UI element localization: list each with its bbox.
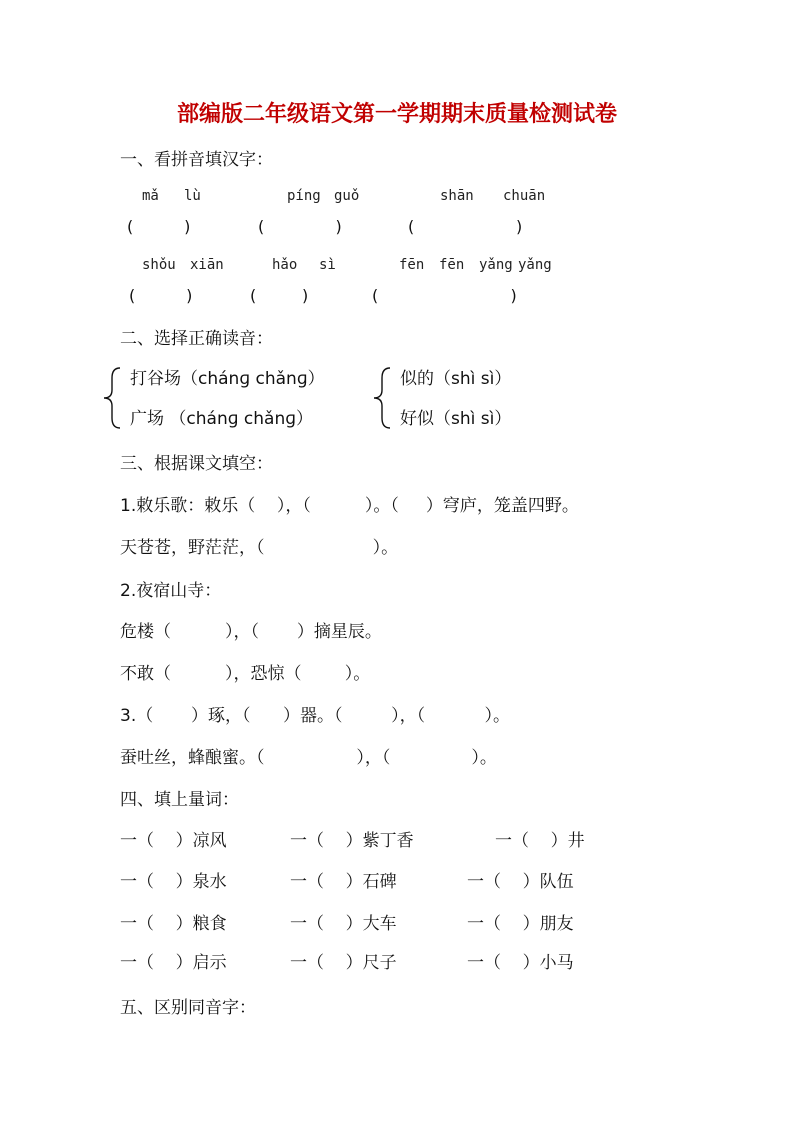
pinyin-yang-2: yǎng [518,257,552,273]
pinyin-lu: lù [184,188,201,204]
answer-blank[interactable]: ( ) [408,217,523,236]
measure-word-item[interactable]: 一（ ）启示 [120,953,227,973]
pinyin-guo: guǒ [334,188,360,204]
section-3-heading: 三、根据课文填空： [120,454,273,474]
fill-line[interactable]: 1.敕乐歌：敕乐（ ），（ ）。（ ）穹庐，笼盖四野。 [120,496,579,516]
measure-word-item[interactable]: 一（ ）小马 [467,953,574,973]
section-2-heading: 二、选择正确读音： [120,329,273,349]
pinyin-fen-1: fēn [399,257,425,273]
section-4-heading: 四、填上量词： [120,790,239,810]
pinyin-shan: shān [440,188,474,204]
measure-word-item[interactable]: 一（ ）井 [495,831,585,851]
answer-blank[interactable]: ( ) [127,217,191,236]
pinyin-hao: hǎo [272,257,298,273]
answer-blank[interactable]: ( ) [250,286,309,305]
section-1-heading: 一、看拼音填汉字： [120,150,273,170]
choice-guang-chang[interactable]: 广场 （chánɡ chǎnɡ） [130,409,314,429]
measure-word-item[interactable]: 一（ ）朋友 [467,914,574,934]
choice-si-de[interactable]: 似的（shì sì） [400,369,512,389]
measure-word-item[interactable]: 一（ ）泉水 [120,872,227,892]
pinyin-chuan: chuān [503,188,546,204]
measure-word-item[interactable]: 一（ ）凉风 [120,831,227,851]
pinyin-ma: mǎ [142,188,159,204]
measure-word-item[interactable]: 一（ ）粮食 [120,914,227,934]
fill-line[interactable]: 3.（ ）琢，（ ）器。（ ），（ ）。 [120,706,511,726]
subsection-title: 2.夜宿山寺： [120,581,222,601]
pinyin-shou: shǒu [142,257,176,273]
measure-word-item[interactable]: 一（ ）紫丁香 [290,831,414,851]
section-5-heading: 五、区别同音字： [120,998,256,1018]
measure-word-item[interactable]: 一（ ）队伍 [467,872,574,892]
page-title: 部编版二年级语文第一学期期末质量检测试卷 [176,102,617,127]
fill-line[interactable]: 蚕吐丝，蜂酿蜜。（ ），（ ）。 [120,748,497,768]
choice-dagu-chang[interactable]: 打谷场（chánɡ chǎnɡ） [130,369,325,389]
measure-word-item[interactable]: 一（ ）大车 [290,914,397,934]
fill-line[interactable]: 危楼（ ），（ ）摘星辰。 [120,622,382,642]
answer-blank[interactable]: ( ) [258,217,342,236]
pinyin-yang-1: yǎng [479,257,513,273]
left-brace-icon [370,366,396,430]
pinyin-si: sì [319,257,336,273]
fill-line[interactable]: 天苍苍，野茫茫，（ ）。 [120,538,399,558]
pinyin-ping: píng [287,188,321,204]
answer-blank[interactable]: ( ) [129,286,193,305]
measure-word-item[interactable]: 一（ ）尺子 [290,953,397,973]
left-brace-icon [100,366,126,430]
answer-blank[interactable]: ( ) [372,286,517,305]
measure-word-item[interactable]: 一（ ）石碑 [290,872,397,892]
choice-hao-si[interactable]: 好似（shì sì） [400,409,512,429]
pinyin-xian: xiān [190,257,224,273]
fill-line[interactable]: 不敢（ ），恐惊（ ）。 [120,664,371,684]
pinyin-fen-2: fēn [439,257,465,273]
